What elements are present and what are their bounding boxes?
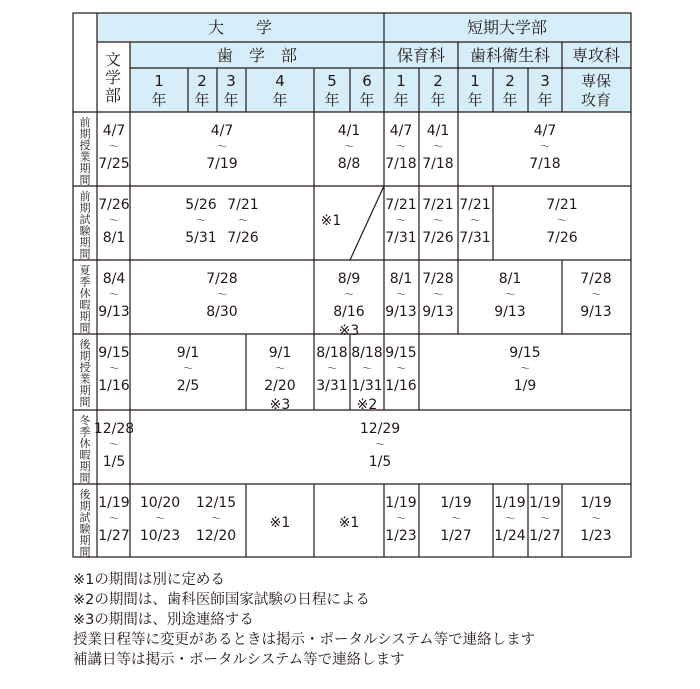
cell-r6-bun: 1/19	[98, 495, 130, 511]
cell-r6-hoiku2-tilde: 〜	[451, 514, 461, 525]
cell-r3-eisei: 9/13	[494, 304, 526, 320]
cell-r5-bun-tilde: 〜	[109, 440, 119, 451]
cell-r6-hoiku1: 1/23	[385, 528, 417, 544]
year-header: 4 年	[272, 72, 288, 109]
cell-r2-eisei1: 7/21	[459, 197, 491, 213]
cell-r6-senkou-tilde: 〜	[591, 514, 601, 525]
cell-r4-dent6: 1/31	[351, 378, 383, 394]
row-label: 冬季休暇期間	[79, 414, 91, 485]
cell-r3-eisei: 8/1	[498, 271, 522, 287]
cell-r1-rest: 4/7	[533, 123, 557, 139]
cell-r5-bun: 1/5	[102, 454, 126, 470]
cell-r6-hoiku1: 1/19	[385, 495, 417, 511]
cell-r6-eisei2: 1/19	[529, 495, 561, 511]
cell-r4-dent6: 8/18	[351, 345, 383, 361]
cell-r1-dent14-tilde: 〜	[217, 142, 227, 153]
cell-r4-dent5-tilde: 〜	[327, 364, 337, 375]
cell-r2-bun-tilde: 〜	[109, 216, 119, 227]
cell-r5-rest: 1/5	[368, 454, 392, 470]
cell-r2-bun: 7/26	[98, 197, 130, 213]
cell-r4-dent6-tilde: 〜	[362, 364, 372, 375]
year-header: 2 年	[194, 72, 210, 109]
cell-r3-dent56: 8/9	[337, 271, 361, 287]
cell-r4-hoiku1: 9/15	[385, 345, 417, 361]
year-header: 2 年	[502, 72, 518, 109]
header-hoiku: 保育科	[396, 46, 446, 65]
cell-r1-bun: 7/25	[98, 156, 130, 172]
cell-r3-dent14: 8/30	[206, 304, 238, 320]
cell-r2-hoiku1: 7/31	[385, 230, 417, 246]
cell-r4-dent6-note: ※2	[356, 397, 378, 413]
cell-r6-dent-b: 12/15	[195, 495, 237, 511]
cell-r1-hoiku1-tilde: 〜	[396, 142, 406, 153]
cell-r4-rest-tilde: 〜	[520, 364, 530, 375]
cell-r5-rest: 12/29	[359, 421, 401, 437]
cell-r2-rest: 7/21	[546, 197, 578, 213]
header-bungaku: 文学部	[104, 50, 122, 105]
cell-r4-dent5: 3/31	[316, 378, 348, 394]
cell-r2-dent-b-tilde: 〜	[238, 216, 248, 227]
cell-r3-dent14-tilde: 〜	[217, 290, 227, 301]
year-header: 3 年	[537, 72, 553, 109]
cell-r3-bun-tilde: 〜	[109, 290, 119, 301]
cell-r1-dent14: 7/19	[206, 156, 238, 172]
cell-r4-bun: 9/15	[98, 345, 130, 361]
cell-r4-bun-tilde: 〜	[109, 364, 119, 375]
cell-r6-eisei2-tilde: 〜	[540, 514, 550, 525]
cell-r1-hoiku1: 4/7	[389, 123, 413, 139]
cell-r4-dent4-tilde: 〜	[275, 364, 285, 375]
cell-r3-senkou: 9/13	[580, 304, 612, 320]
notes	[73, 570, 693, 670]
cell-r3-hoiku2: 9/13	[422, 304, 454, 320]
cell-r3-hoiku1: 9/13	[385, 304, 417, 320]
cell-r4-dent13: 2/5	[176, 378, 200, 394]
year-header: 1 年	[151, 72, 167, 109]
cell-r1-dent56: 8/8	[337, 156, 361, 172]
year-header: 6 年	[359, 72, 375, 109]
cell-r3-dent56-tilde: 〜	[344, 290, 354, 301]
cell-r3-hoiku1: 8/1	[389, 271, 413, 287]
cell-r3-dent14: 7/28	[206, 271, 238, 287]
cell-r2-rest: 7/26	[546, 230, 578, 246]
cell-r3-senkou-tilde: 〜	[591, 290, 601, 301]
cell-r6-dent-a: 10/23	[139, 528, 181, 544]
cell-r6-eisei1: 1/24	[494, 528, 526, 544]
cell-r6-dent-b-tilde: 〜	[211, 514, 221, 525]
header-junior-college: 短期大学部	[466, 18, 548, 37]
cell-r6-senkou: 1/19	[580, 495, 612, 511]
cell-r3-hoiku2: 7/28	[422, 271, 454, 287]
row-label: 後期授業期間	[79, 338, 91, 409]
cell-r2-hoiku1-tilde: 〜	[396, 216, 406, 227]
header-bg-top	[97, 13, 631, 42]
cell-r6-hoiku1-tilde: 〜	[396, 514, 406, 525]
cell-r3-senkou: 7/28	[580, 271, 612, 287]
cell-r4-hoiku1: 1/16	[385, 378, 417, 394]
cell-r1-dent14: 4/7	[210, 123, 234, 139]
year-header: 2 年	[430, 72, 446, 109]
cell-r2-dent-b: 7/21	[227, 197, 259, 213]
year-header: 1 年	[393, 72, 409, 109]
cell-r1-bun: 4/7	[102, 123, 126, 139]
cell-r2-hoiku2: 7/26	[422, 230, 454, 246]
note-3: ※3の期間は、別途連絡する	[73, 612, 254, 628]
cell-r1-bun-tilde: 〜	[109, 142, 119, 153]
note-5: 補講日等は掲示・ポータルシステム等で連絡します	[73, 652, 405, 668]
cell-r2-dent-b: 7/26	[227, 230, 259, 246]
cell-r6-bun-tilde: 〜	[109, 514, 119, 525]
note-2: ※2の期間は、歯科医師国家試験の日程による	[73, 592, 370, 608]
cell-r6-dent-b: 12/20	[195, 528, 237, 544]
cell-r4-dent13: 9/1	[176, 345, 200, 361]
header-shika-eisei: 歯科衛生科	[469, 46, 551, 65]
cell-r4-bun: 1/16	[98, 378, 130, 394]
cell-r6-hoiku2: 1/27	[440, 528, 472, 544]
cell-r4-hoiku1-tilde: 〜	[396, 364, 406, 375]
cell-r2-dent5: ※1	[320, 213, 342, 229]
year-header: 5 年	[324, 72, 340, 109]
header-senkou: 専攻科	[571, 46, 621, 65]
cell-r4-dent13-tilde: 〜	[183, 364, 193, 375]
cell-r3-dent56: 8/16	[333, 304, 365, 320]
row-label: 前期試験期間	[79, 190, 91, 261]
cell-r2-eisei1-tilde: 〜	[470, 216, 480, 227]
senkou-sub-header: 専保攻育	[580, 72, 612, 109]
header-dental-faculty: 歯 学 部	[216, 46, 298, 65]
cell-r2-eisei1: 7/31	[459, 230, 491, 246]
row-label: 前期授業期間	[79, 116, 91, 187]
cell-r6-eisei1-tilde: 〜	[505, 514, 515, 525]
cell-r2-hoiku1: 7/21	[385, 197, 417, 213]
cell-r3-eisei-tilde: 〜	[505, 290, 515, 301]
cell-r1-hoiku1: 7/18	[385, 156, 417, 172]
cell-r4-dent5: 8/18	[316, 345, 348, 361]
cell-r6-eisei1: 1/19	[494, 495, 526, 511]
header-bg-mid	[130, 42, 631, 68]
cell-r2-dent-a: 5/26	[185, 197, 217, 213]
cell-r1-rest: 7/18	[529, 156, 561, 172]
cell-r1-dent56-tilde: 〜	[344, 142, 354, 153]
cell-r6-senkou: 1/23	[580, 528, 612, 544]
cell-r3-dent56-note: ※3	[338, 323, 360, 339]
cell-r2-hoiku2: 7/21	[422, 197, 454, 213]
cell-r1-dent56: 4/1	[337, 123, 361, 139]
cell-r1-hoiku2: 4/1	[426, 123, 450, 139]
note-1: ※1の期間は別に定める	[73, 572, 225, 588]
cell-r6-eisei2: 1/27	[529, 528, 561, 544]
year-header: 3 年	[223, 72, 239, 109]
cell-r4-rest: 1/9	[513, 378, 537, 394]
cell-r6-dent-a-tilde: 〜	[155, 514, 165, 525]
cell-r1-hoiku2: 7/18	[422, 156, 454, 172]
cell-r2-bun: 8/1	[102, 230, 126, 246]
cell-r2-hoiku2-tilde: 〜	[433, 216, 443, 227]
cell-r2-rest-tilde: 〜	[557, 216, 567, 227]
cell-r4-dent4-note: ※3	[269, 397, 291, 413]
row-label: 後期試験期間	[79, 488, 91, 559]
cell-r5-rest-tilde: 〜	[375, 440, 385, 451]
cell-r2-dent-a-tilde: 〜	[196, 216, 206, 227]
cell-r6-hoiku2: 1/19	[440, 495, 472, 511]
cell-r4-dent4: 9/1	[268, 345, 292, 361]
cell-r6-bun: 1/27	[98, 528, 130, 544]
note-4: 授業日程等に変更があるときは掲示・ポータルシステム等で連絡します	[73, 632, 536, 648]
year-header: 1 年	[467, 72, 483, 109]
cell-r6-dent56: ※1	[338, 515, 360, 531]
cell-r6-dent4: ※1	[269, 515, 291, 531]
cell-r5-bun: 12/28	[93, 421, 135, 437]
cell-r3-bun: 9/13	[98, 304, 130, 320]
row-label: 夏季休暇期間	[79, 264, 91, 335]
cell-r2-dent-a: 5/31	[185, 230, 217, 246]
cell-r1-rest-tilde: 〜	[540, 142, 550, 153]
cell-r4-dent4: 2/20	[264, 378, 296, 394]
cell-r3-hoiku1-tilde: 〜	[396, 290, 406, 301]
cell-r6-dent-a: 10/20	[139, 495, 181, 511]
cell-r4-rest: 9/15	[509, 345, 541, 361]
cell-r1-hoiku2-tilde: 〜	[433, 142, 443, 153]
cell-r3-hoiku2-tilde: 〜	[433, 290, 443, 301]
header-university: 大 学	[207, 18, 273, 37]
cell-r3-bun: 8/4	[102, 271, 126, 287]
